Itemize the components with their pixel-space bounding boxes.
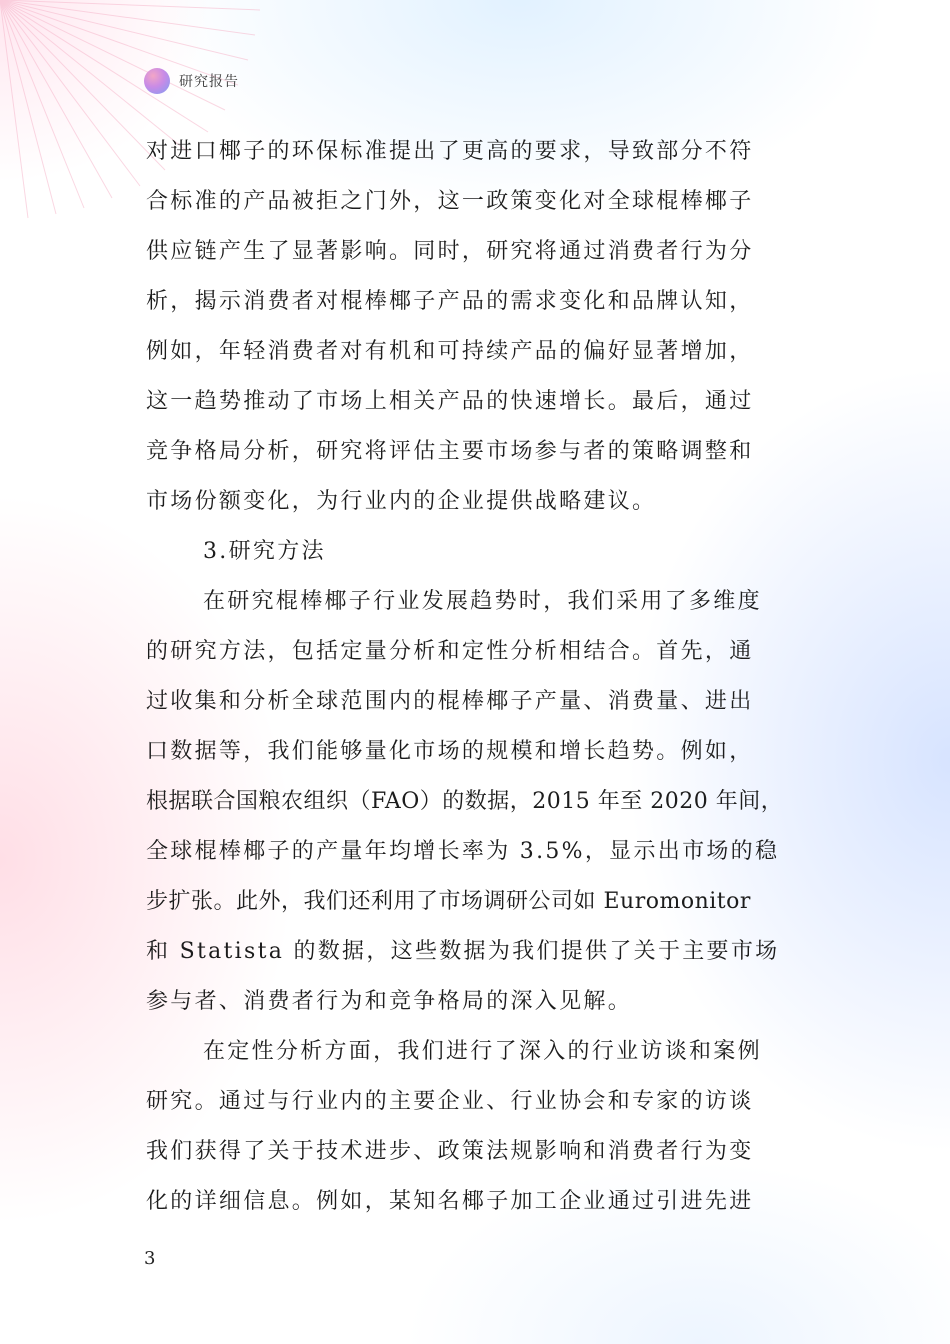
body-line: 在定性分析方面，我们进行了深入的行业访谈和案例 xyxy=(203,1039,762,1064)
body-line: 市场份额变化，为行业内的企业提供战略建议。 xyxy=(146,489,657,514)
body-line: 供应链产生了显著影响。同时，研究将通过消费者行为分 xyxy=(146,239,754,264)
logo-icon xyxy=(144,68,170,94)
document-body xyxy=(146,127,811,1227)
body-line: 析，揭示消费者对棍棒椰子产品的需求变化和品牌认知， xyxy=(146,289,754,314)
body-line: 全球棍棒椰子的产量年均增长率为 3.5%，显示出市场的稳 xyxy=(146,839,780,864)
body-line: 研究。通过与行业内的主要企业、行业协会和专家的访谈 xyxy=(146,1089,754,1114)
body-line: 根据联合国粮农组织（FAO）的数据，2015 年至 2020 年间， xyxy=(146,789,784,814)
body-line: 口数据等，我们能够量化市场的规模和增长趋势。例如， xyxy=(146,739,754,764)
body-line: 过收集和分析全球范围内的棍棒椰子产量、消费量、进出 xyxy=(146,689,754,714)
body-line: 在研究棍棒椰子行业发展趋势时，我们采用了多维度 xyxy=(203,589,762,614)
body-line: 对进口椰子的环保标准提出了更高的要求，导致部分不符 xyxy=(146,139,754,164)
body-line: 和 Statista 的数据，这些数据为我们提供了关于主要市场 xyxy=(146,939,780,964)
body-line: 的研究方法，包括定量分析和定性分析相结合。首先，通 xyxy=(146,639,754,664)
body-line: 例如，年轻消费者对有机和可持续产品的偏好显著增加， xyxy=(146,339,754,364)
body-line: 合标准的产品被拒之门外，这一政策变化对全球棍棒椰子 xyxy=(146,189,754,214)
body-line: 步扩张。此外，我们还利用了市场调研公司如 Euromonitor xyxy=(146,889,751,914)
report-header xyxy=(144,66,239,96)
body-line: 我们获得了关于技术进步、政策法规影响和消费者行为变 xyxy=(146,1139,754,1164)
body-line: 化的详细信息。例如，某知名椰子加工企业通过引进先进 xyxy=(146,1189,754,1214)
section-heading: 3.研究方法 xyxy=(203,539,326,564)
page-number: 3 xyxy=(144,1248,156,1269)
body-line: 这一趋势推动了市场上相关产品的快速增长。最后，通过 xyxy=(146,389,754,414)
body-line: 参与者、消费者行为和竞争格局的深入见解。 xyxy=(146,989,633,1014)
body-line: 竞争格局分析，研究将评估主要市场参与者的策略调整和 xyxy=(146,439,754,464)
report-header-title: 研究报告 xyxy=(179,74,239,90)
